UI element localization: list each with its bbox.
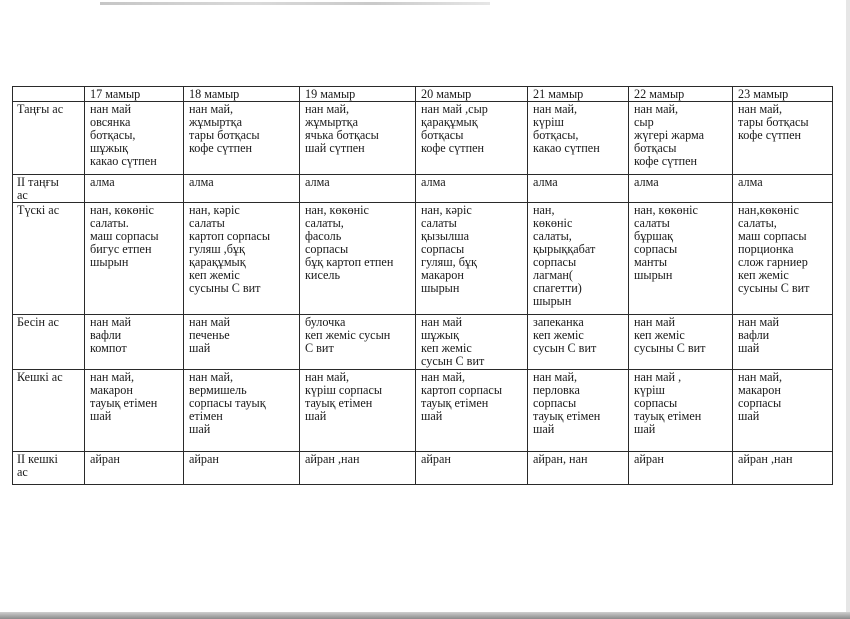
- menu-cell: [184, 175, 300, 203]
- menu-cell: [629, 370, 733, 452]
- menu-cell: [416, 370, 528, 452]
- menu-cell: [629, 315, 733, 370]
- menu-cell-text: айран, нан: [533, 452, 588, 466]
- menu-cell: [629, 102, 733, 175]
- menu-cell-text: нан май, картоп сорпасы тауық етімен шай: [421, 370, 503, 423]
- menu-cell: [528, 102, 629, 175]
- menu-cell-text: нан май, вермишель сорпасы тауық етімен шай: [189, 370, 266, 436]
- menu-cell: [416, 175, 528, 203]
- day-header: 17 мамыр: [85, 87, 184, 102]
- menu-cell: [85, 175, 184, 203]
- menu-cell: [733, 315, 833, 370]
- menu-cell-text: нан май овсянка ботқасы, шұжық какао сүтпен: [90, 102, 157, 168]
- menu-cell: [629, 203, 733, 315]
- meal-row-breakfast: [13, 102, 833, 175]
- menu-cell: [300, 175, 416, 203]
- menu-cell-text: айран: [421, 452, 451, 466]
- meal-label-text: ІІ таңғы ас: [17, 175, 59, 202]
- menu-cell-text: нан май, макарон тауық етімен шай: [90, 370, 158, 423]
- menu-cell: [300, 315, 416, 370]
- meal-label-text: ІІ кешкі ас: [17, 452, 58, 479]
- meal-label-text: Бесін ас: [17, 315, 59, 329]
- meal-row-second-dinner: [13, 452, 833, 485]
- menu-cell: [528, 370, 629, 452]
- menu-cell-text: алма: [738, 175, 763, 189]
- menu-cell-text: нан май, перловка сорпасы тауық етімен шай: [533, 370, 601, 436]
- menu-cell-text: айран ,нан: [738, 452, 793, 466]
- menu-cell: [733, 203, 833, 315]
- meal-row-second-breakfast: [13, 175, 833, 203]
- menu-cell-text: нан май, жұмыртқа тары ботқасы кофе сүтпен: [189, 102, 260, 155]
- menu-cell-text: нан май, тары ботқасы кофе сүтпен: [738, 102, 809, 142]
- menu-cell-text: алма: [189, 175, 214, 189]
- menu-cell-text: айран: [189, 452, 219, 466]
- menu-cell-text: алма: [634, 175, 659, 189]
- menu-cell: [184, 315, 300, 370]
- menu-cell-text: нан май, сыр жүгері жарма ботқасы кофе сүтпен: [634, 102, 705, 168]
- menu-cell-text: айран: [634, 452, 664, 466]
- menu-cell-text: нан май, күріш ботқасы, какао сүтпен: [533, 102, 600, 155]
- menu-cell-text: нан, көкөніс салаты, фасоль сорпасы бұқ картоп етпен кисель: [305, 203, 394, 282]
- menu-cell-text: нан май, макарон сорпасы шай: [738, 370, 783, 423]
- menu-cell: [85, 315, 184, 370]
- menu-cell: [629, 452, 733, 485]
- day-header: 23 мамыр: [733, 87, 833, 102]
- meal-label-text: Таңғы ас: [17, 102, 64, 116]
- menu-cell: [85, 203, 184, 315]
- meal-label: [13, 370, 85, 452]
- menu-cell: [416, 452, 528, 485]
- menu-cell: [416, 102, 528, 175]
- menu-cell-text: нан май ,сыр қарақұмық ботқасы кофе сүтпен: [421, 102, 488, 155]
- menu-cell: [184, 203, 300, 315]
- menu-cell: [184, 370, 300, 452]
- meal-row-dinner: [13, 370, 833, 452]
- menu-cell: [300, 203, 416, 315]
- menu-cell: [300, 452, 416, 485]
- menu-cell: [528, 452, 629, 485]
- menu-cell-text: алма: [421, 175, 446, 189]
- menu-cell: [528, 175, 629, 203]
- menu-cell-text: нан май вафли шай: [738, 315, 780, 355]
- meal-label: [13, 175, 85, 203]
- menu-cell-text: нан май, жұмыртқа ячька ботқасы шай сүтпен: [305, 102, 379, 155]
- header-row: [13, 87, 833, 102]
- header-corner-cell: [13, 87, 85, 102]
- menu-cell-text: нан, көкөніс салаты бұршақ сорпасы манты шырын: [634, 203, 698, 282]
- menu-cell: [85, 370, 184, 452]
- menu-cell-text: алма: [305, 175, 330, 189]
- menu-cell: [300, 102, 416, 175]
- menu-cell-text: нан май шұжық кеп жеміс сусын С вит: [421, 315, 485, 368]
- menu-cell-text: алма: [533, 175, 558, 189]
- menu-cell-text: булочка кеп жеміс сусын С вит: [305, 315, 391, 355]
- weekly-menu-table: [12, 86, 833, 485]
- menu-cell-text: нан, кәріс салаты қызылша сорпасы гуляш, бұқ макарон шырын: [421, 203, 477, 295]
- menu-cell: [85, 102, 184, 175]
- menu-cell-text: нан май, күріш сорпасы тауық етімен шай: [305, 370, 383, 423]
- day-header: 19 мамыр: [300, 87, 416, 102]
- menu-cell-text: нан май печенье шай: [189, 315, 231, 355]
- menu-cell-text: запеканка кеп жеміс сусын С вит: [533, 315, 597, 355]
- menu-cell: [184, 452, 300, 485]
- meal-label: [13, 203, 85, 315]
- menu-cell: [416, 203, 528, 315]
- menu-cell: [184, 102, 300, 175]
- menu-cell-text: нан, кәріс салаты картоп сорпасы гуляш ,бұқ қарақұмық кеп жеміс сусыны С вит: [189, 203, 271, 295]
- menu-cell: [528, 203, 629, 315]
- menu-cell: [733, 102, 833, 175]
- scan-edge-right: [846, 0, 850, 619]
- meal-row-afternoon-snack: [13, 315, 833, 370]
- meal-row-lunch: [13, 203, 833, 315]
- menu-cell: [733, 370, 833, 452]
- menu-cell-text: алма: [90, 175, 115, 189]
- meal-label-text: Түскі ас: [17, 203, 60, 217]
- day-header: 18 мамыр: [184, 87, 300, 102]
- menu-cell: [416, 315, 528, 370]
- menu-cell-text: нан,көкөніс салаты, маш сорпасы порционка слож гарниер кеп жеміс сусыны С вит: [738, 203, 810, 295]
- menu-cell: [300, 370, 416, 452]
- menu-cell-text: нан, көкөніс салаты, қырыққабат сорпасы лагман( спагетти) шырын: [533, 203, 596, 308]
- menu-cell: [528, 315, 629, 370]
- meal-label: [13, 102, 85, 175]
- meal-label: [13, 452, 85, 485]
- menu-cell: [733, 175, 833, 203]
- day-header: 22 мамыр: [629, 87, 733, 102]
- menu-cell-text: нан май кеп жеміс сусыны С вит: [634, 315, 706, 355]
- menu-cell-text: нан май , күріш сорпасы тауық етімен шай: [634, 370, 702, 436]
- menu-cell: [733, 452, 833, 485]
- day-header: 21 мамыр: [528, 87, 629, 102]
- meal-label: [13, 315, 85, 370]
- menu-cell-text: нан май вафли компот: [90, 315, 132, 355]
- menu-cell-text: айран ,нан: [305, 452, 360, 466]
- meal-label-text: Кешкі ас: [17, 370, 63, 384]
- scan-artifact-top: [100, 2, 490, 5]
- menu-cell-text: айран: [90, 452, 120, 466]
- scan-edge-bottom: [0, 612, 850, 619]
- menu-cell: [629, 175, 733, 203]
- day-header: 20 мамыр: [416, 87, 528, 102]
- menu-cell: [85, 452, 184, 485]
- menu-cell-text: нан, көкөніс салаты. маш сорпасы бигус етпен шырын: [90, 203, 159, 269]
